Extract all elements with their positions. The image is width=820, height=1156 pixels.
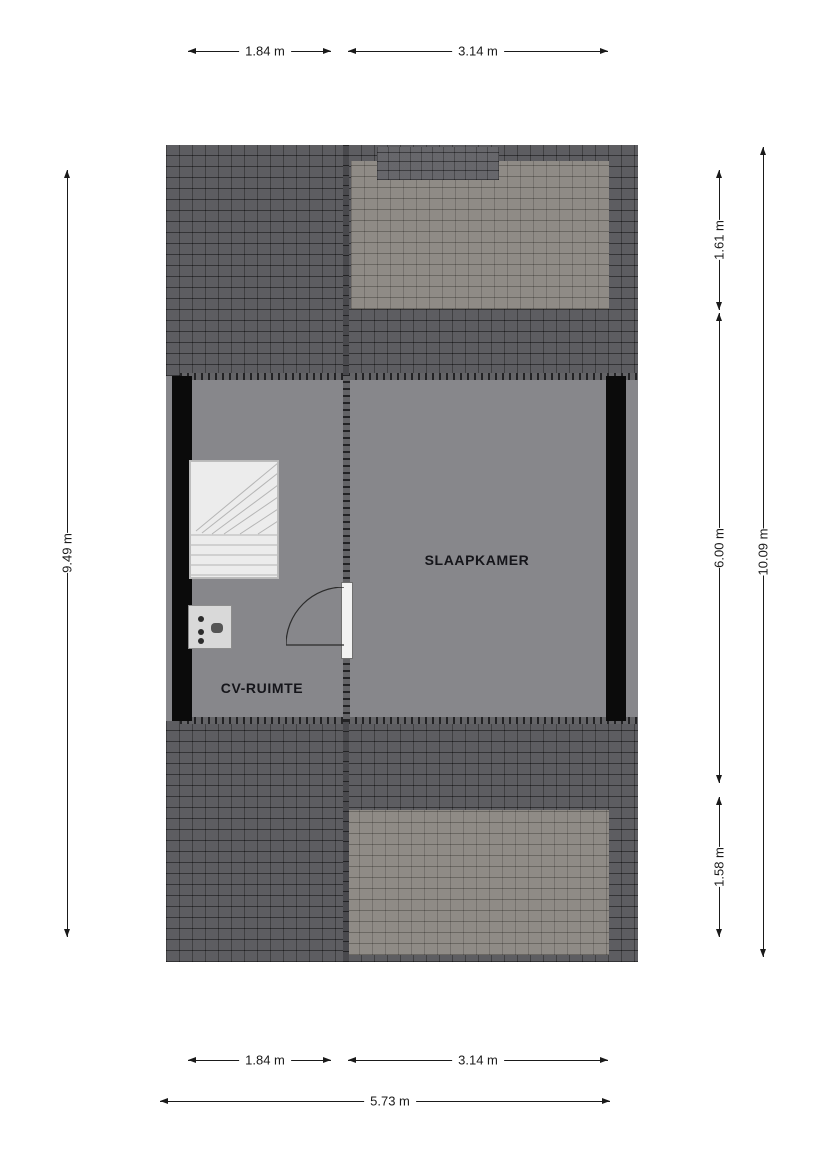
roof-ridge-line-upper	[343, 145, 349, 376]
dimension-label-bottom-right: 3.14 m	[452, 1053, 504, 1068]
dimension-label-right-bottom: 1.58 m	[706, 847, 733, 887]
roof-panel-lower-light	[346, 810, 609, 955]
roof-ridge-strip-upper	[377, 147, 499, 180]
room-label-slaapkamer: SLAAPKAMER	[424, 552, 530, 568]
dimension-label-bottom-left: 1.84 m	[239, 1053, 291, 1068]
dimension-label-left-total: 9.49 m	[54, 533, 81, 573]
roof-ridge-line-lower	[343, 721, 349, 962]
boiler-indicator-top	[198, 616, 204, 622]
wall-bottom-hatched	[180, 717, 638, 724]
boiler-indicator-middle	[198, 629, 204, 635]
room-label-cv-ruimte: CV-RUIMTE	[220, 680, 304, 696]
boiler-dial	[211, 623, 223, 633]
wall-interior-partition-lower	[343, 655, 350, 721]
wall-right-exterior	[606, 376, 626, 721]
dimension-label-top-left: 1.84 m	[239, 44, 291, 59]
interior-door-swing-arc	[286, 587, 344, 649]
building-outline	[166, 145, 638, 962]
dimension-label-bottom-total: 5.73 m	[364, 1094, 416, 1109]
dimension-label-right-middle: 6.00 m	[706, 528, 733, 568]
roof-panel-upper-light	[351, 161, 609, 309]
dimension-label-top-right: 3.14 m	[452, 44, 504, 59]
boiler-indicator-bottom	[198, 638, 204, 644]
dimension-label-right-total: 10.09 m	[750, 529, 777, 576]
boiler-unit	[188, 605, 232, 649]
dimension-label-right-top: 1.61 m	[706, 220, 733, 260]
wall-top-hatched	[180, 373, 638, 380]
staircase	[189, 460, 279, 579]
